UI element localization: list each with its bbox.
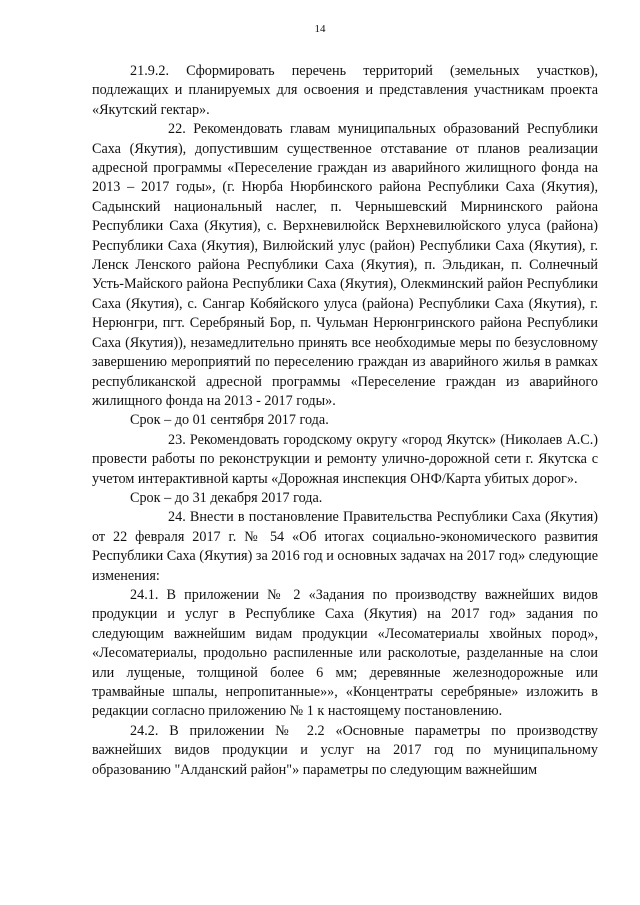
paragraph-number: 22.: [168, 121, 186, 138]
paragraph-24: [92, 508, 598, 586]
paragraph-text: Рекомендовать главам муниципальных образований Республики Саха (Якутия), допустившим существенное отставание от планов реализации адресной программы «Переселение граждан из аварийного жилищного фонда на 2013 – 2017 годы», (г. Нюрба Нюрбинского района Республики Саха (Якутия), Садынский национальный наслег, п. Чернышевский Мирнинского района Республики Саха (Якутия), с. Верхневилюйск Верхневилюйского улуса (района) Республики Саха (Якутия), Вилюйский улус (район) Республики Саха (Якутия), г. Ленск Ленского района Республики Саха (Якутия), п. Эльдикан, п. Солнечный Усть-Майского района Республики Саха (Якутия), Олекминский район Республики Саха (Якутия), с. Сангар Кобяйского улуса (района) Республики Саха (Якутия), г. Нерюнгри, пгт. Серебряный Бор, п. Чульман Нерюнгринского района Республики Саха (Якутия)), незамедлительно принять все необходимые меры по безусловному завершению мероприятий по переселению граждан из аварийного жилья в рамках республиканской адресной программы «Переселение граждан из аварийного жилищного фонда на 2013 - 2017 годы».: [92, 121, 598, 409]
paragraph-text: Рекомендовать городскому округу «город Якутск» (Николаев А.С.) провести работы по реконструкции и ремонту улично-дорожной сети г. Якутска с учетом интерактивной карты «Дорожная инспекция ОНФ/Карта убитых дорог».: [92, 431, 598, 487]
paragraph-text: Срок – до 01 сентября 2017 года.: [130, 412, 329, 429]
paragraph-23: [92, 431, 598, 489]
paragraph-21-9-2: [92, 62, 598, 120]
page-number: 14: [314, 23, 326, 35]
document-body: [92, 62, 598, 780]
paragraph-number: 23.: [168, 431, 186, 448]
paragraph-number: 24.2.: [130, 722, 159, 739]
paragraph-number: 21.9.2.: [130, 63, 170, 79]
paragraph-23-deadline: [92, 489, 598, 508]
paragraph-text: Внести в постановление Правительства Республики Саха (Якутия) от 22 февраля 2017 г. № 54 «Об итогах социально-экономического развития Республики Саха (Якутия) за 2016 год и основных задачах на 2017 год» следующие изменения:: [92, 509, 598, 584]
paragraph-text: Сформировать перечень территорий (земельных участков), подлежащих и планируемых для освоения и представления участникам проекта «Якутский гектар».: [92, 63, 598, 118]
paragraph-24-2: [92, 722, 598, 780]
paragraph-text: В приложении № 2 «Задания по производству важнейших видов продукции и услуг в Республике Саха (Якутия) на 2017 год» задания по следующим важнейшим видам продукции «Лесоматериалы хвойных пород», «Лесоматериалы, продольно распиленные или расколотые, разделанные на слои или лущеные, толщиной более 6 мм; деревянные железнодорожные или трамвайные шпалы, непропитанные»», «Концентраты серебряные» изложить в редакции согласно приложению № 1 к настоящему постановлению.: [92, 586, 599, 720]
paragraph-number: 24.1.: [130, 586, 159, 603]
paragraph-text: Срок – до 31 декабря 2017 года.: [130, 489, 323, 506]
paragraph-22-deadline: [92, 411, 598, 430]
paragraph-24-1: [92, 586, 598, 722]
paragraph-number: 24.: [168, 509, 186, 526]
paragraph-text: В приложении № 2.2 «Основные параметры по производству важнейших видов продукции и услуг на 2017 год по муниципальному образованию "Алданский район"» параметры по следующим важнейшим: [92, 722, 599, 778]
paragraph-22: [92, 120, 598, 411]
